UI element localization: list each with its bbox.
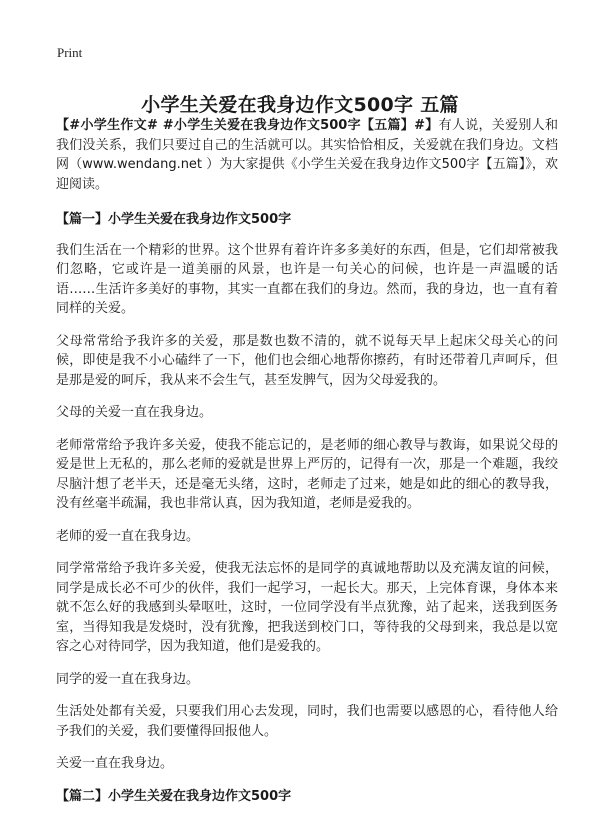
paragraph: 老师的爱一直在我身边。 <box>56 528 200 544</box>
section-heading-1: 【篇一】小学生关爱在我身边作文500字 <box>56 212 292 227</box>
intro-lead: 【#小学生作文# #小学生关爱在我身边作文500字【五篇】#】 <box>56 118 439 133</box>
paragraph: 生活处处都有关爱，只要我们用心去发现，同时，我们也需要以感恩的心，看待他人给予我们的关爱，我们要懂得回报他人。 <box>56 704 558 739</box>
intro-paragraph <box>56 116 558 194</box>
paragraph: 父母的关爱一直在我身边。 <box>56 405 213 420</box>
paragraph: 同学常常给予我许多关爱，使我无法忘怀的是同学的真诚地帮助以及充满友谊的问候，同学是成长必不可少的伙伴，我们一起学习，一起长大。那天，上完体育课，身体本来就不怎么好的我感到头晕呕吐，这时，一位同学没有半点犹豫，站了起来，送我到医务室，当得知我是发烧时，没有犹豫，把我送到校门口，等待我的父母到来，我总是以宽容之心对待同学，因为我知道，他们是爱我的。 <box>56 561 558 654</box>
paragraph: 父母常常给予我许多的关爱，那是数也数不清的，就不说每天早上起床父母关心的问候，即使是我不小心磕绊了一下，他们也会细心地帮你擦药，有时还带着几声呵斥，但是那是爱的呵斥，我从来不会生气，甚至发脾气，因为父母爱我的。 <box>56 333 558 388</box>
page-title: 小学生关爱在我身边作文500字 五篇 <box>141 93 459 116</box>
intro-text: 有人说，关爱别人和我们没关系，我们只要过自己的生活就可以。其实恰恰相反，关爱就在我们身边。文档网（www.wendang.net ）为大家提供《小学生关爱在我身边作文500字【五篇】》，欢迎阅读。 <box>56 118 558 192</box>
print-link[interactable]: Print <box>57 45 83 60</box>
paragraph: 关爱一直在我身边。 <box>56 756 174 771</box>
paragraph: 我们生活在一个精彩的世界。这个世界有着许许多多美好的东西，但是，它们却常被我们忽略，它或许是一道美丽的风景，也许是一句关心的问候，也许是一声温暖的话语……生活许多美好的事物，其实一直都在我们的身边。然而，我的身边，也一直有着同样的关爱。 <box>56 242 558 316</box>
article-body <box>56 116 558 817</box>
paragraph: 同学的爱一直在我身边。 <box>56 671 200 687</box>
paragraph: 老师常常给予我许多关爱，使我不能忘记的，是老师的细心教导与教诲，如果说父母的爱是世上无私的，那么老师的爱就是世界上严厉的，记得有一次，那是一个难题，我绞尽脑汁想了老半天，还是毫无头绪，这时，老师走了过来，她是如此的细心的教导我，没有丝毫半疏漏，我也非常认真，因为我知道，老师是爱我的。 <box>56 437 558 511</box>
section-heading-2: 【篇二】小学生关爱在我身边作文500字 <box>56 788 292 804</box>
